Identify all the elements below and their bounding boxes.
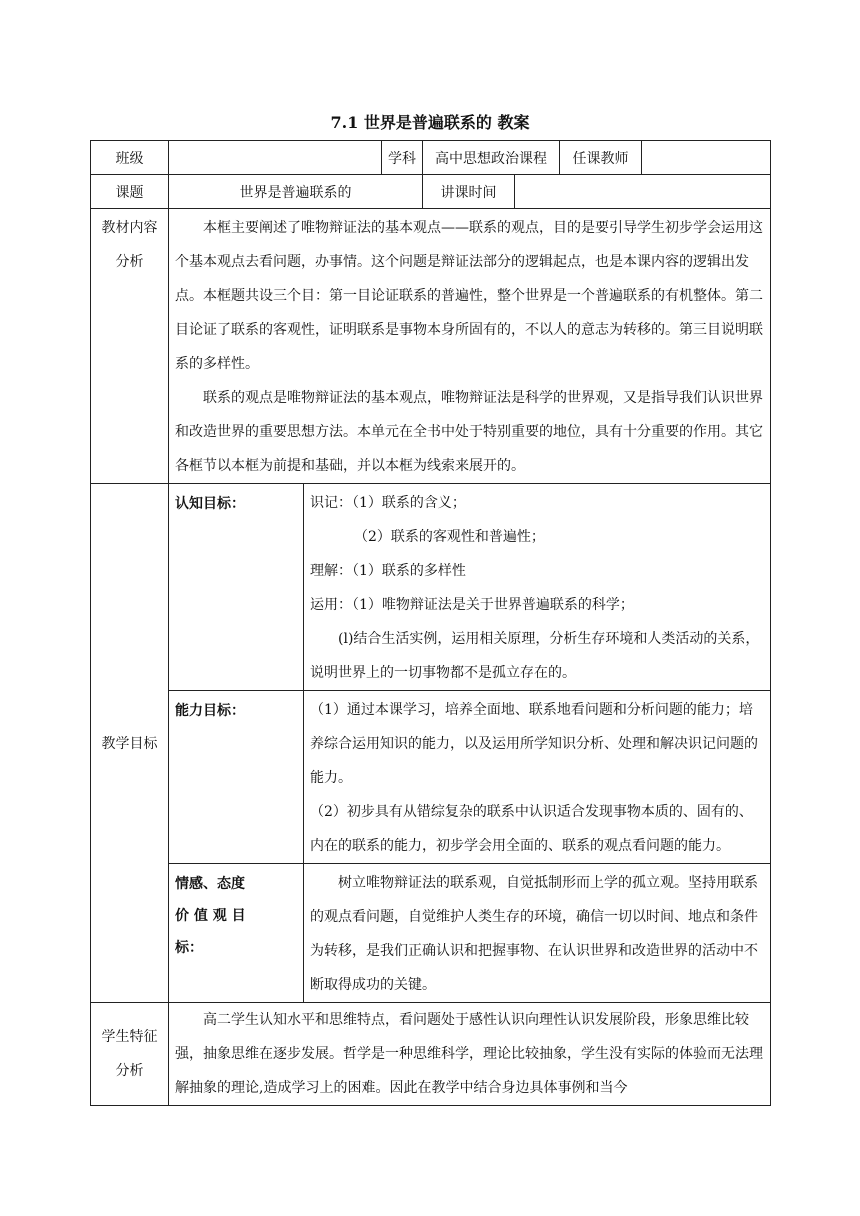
- material-paragraph-1: 本框主要阐述了唯物辩证法的基本观点——联系的观点，目的是要引导学生初步学会运用这个基本观点去看问题，办事情。这个问题是辩证法部分的逻辑起点，也是本课内容的逻辑出发点。本框题共设三个目：第一目论证联系的普遍性，整个世界是一个普遍联系的有机整体。第二目论证了联系的客观性，证明联系是事物本身所固有的，不以人的意志为转移的。第三目说明联系的多样性。: [175, 220, 763, 372]
- cognitive-goals-content: 识记：（1）联系的含义； （2）联系的客观性和普遍性； 理解：（1）联系的多样性 运用：（1）唯物辩证法是关于世界普遍联系的科学； (l)结合生活实例，运用相关原理，分析生存环境和人类活动的关系，说明世界上的一切事物都不是孤立存在的。: [304, 484, 771, 691]
- material-paragraph-2: 联系的观点是唯物辩证法的基本观点，唯物辩证法是科学的世界观，又是指导我们认识世界和改造世界的重要思想方法。本单元在全书中处于特别重要的地位，具有十分重要的作用。其它各框节以本框为前提和基础，并以本框为线索来展开的。: [175, 390, 763, 474]
- material-analysis-label: 教材内容 分析: [91, 209, 169, 484]
- lecture-time-label: 讲课时间: [423, 175, 515, 209]
- topic-value: 世界是普遍联系的: [169, 175, 423, 209]
- teacher-value: [642, 141, 771, 175]
- info-row-2: [91, 175, 771, 209]
- class-label: 班级: [91, 141, 169, 175]
- student-analysis-content: 高二学生认知水平和思维特点，看问题处于感性认识向理性认识发展阶段，形象思维比较强，抽象思维在逐步发展。哲学是一种思维科学，理论比较抽象，学生没有实际的体验而无法理解抽象的理论,造成学习上的困难。因此在教学中结合身边具体事例和当今: [169, 1003, 771, 1106]
- document-title: 7.1 世界是普遍联系的 教案: [330, 113, 530, 132]
- material-analysis-row: [91, 209, 771, 484]
- teaching-goals-label: 教学目标: [91, 484, 169, 1003]
- subject-value: 高中思想政治课程: [423, 141, 560, 175]
- lecture-time-value: [515, 175, 771, 209]
- student-analysis-row: [91, 1003, 771, 1106]
- lesson-plan-table: [90, 140, 771, 1106]
- emotion-goals-row: [91, 864, 771, 1003]
- class-value: [169, 141, 382, 175]
- subject-label: 学科: [382, 141, 423, 175]
- material-analysis-content: [169, 209, 771, 484]
- ability-goals-row: [91, 691, 771, 864]
- ability-goals-label: 能力目标：: [169, 691, 304, 864]
- cognitive-goals-row: [91, 484, 771, 691]
- teacher-label: 任课教师: [560, 141, 642, 175]
- student-analysis-label: 学生特征 分析: [91, 1003, 169, 1106]
- emotion-goals-content: 树立唯物辩证法的联系观，自觉抵制形而上学的孤立观。坚持用联系的观点看问题，自觉维护人类生存的环境，确信一切以时间、地点和条件为转移，是我们正确认识和把握事物、在认识世界和改造世界的活动中不断取得成功的关键。: [304, 864, 771, 1003]
- cognitive-goals-label: 认知目标：: [169, 484, 304, 691]
- ability-goals-content: （1）通过本课学习，培养全面地、联系地看问题和分析问题的能力；培养综合运用知识的能力，以及运用所学知识分析、处理和解决识记问题的能力。 （2）初步具有从错综复杂的联系中认识适合发现事物本质的、固有的、内在的联系的能力，初步学会用全面的、联系的观点看问题的能力。: [304, 691, 771, 864]
- topic-label: 课题: [91, 175, 169, 209]
- emotion-goals-label: 情感、态度 价 值 观 目 标：: [169, 864, 304, 1003]
- info-row-1: [91, 141, 771, 175]
